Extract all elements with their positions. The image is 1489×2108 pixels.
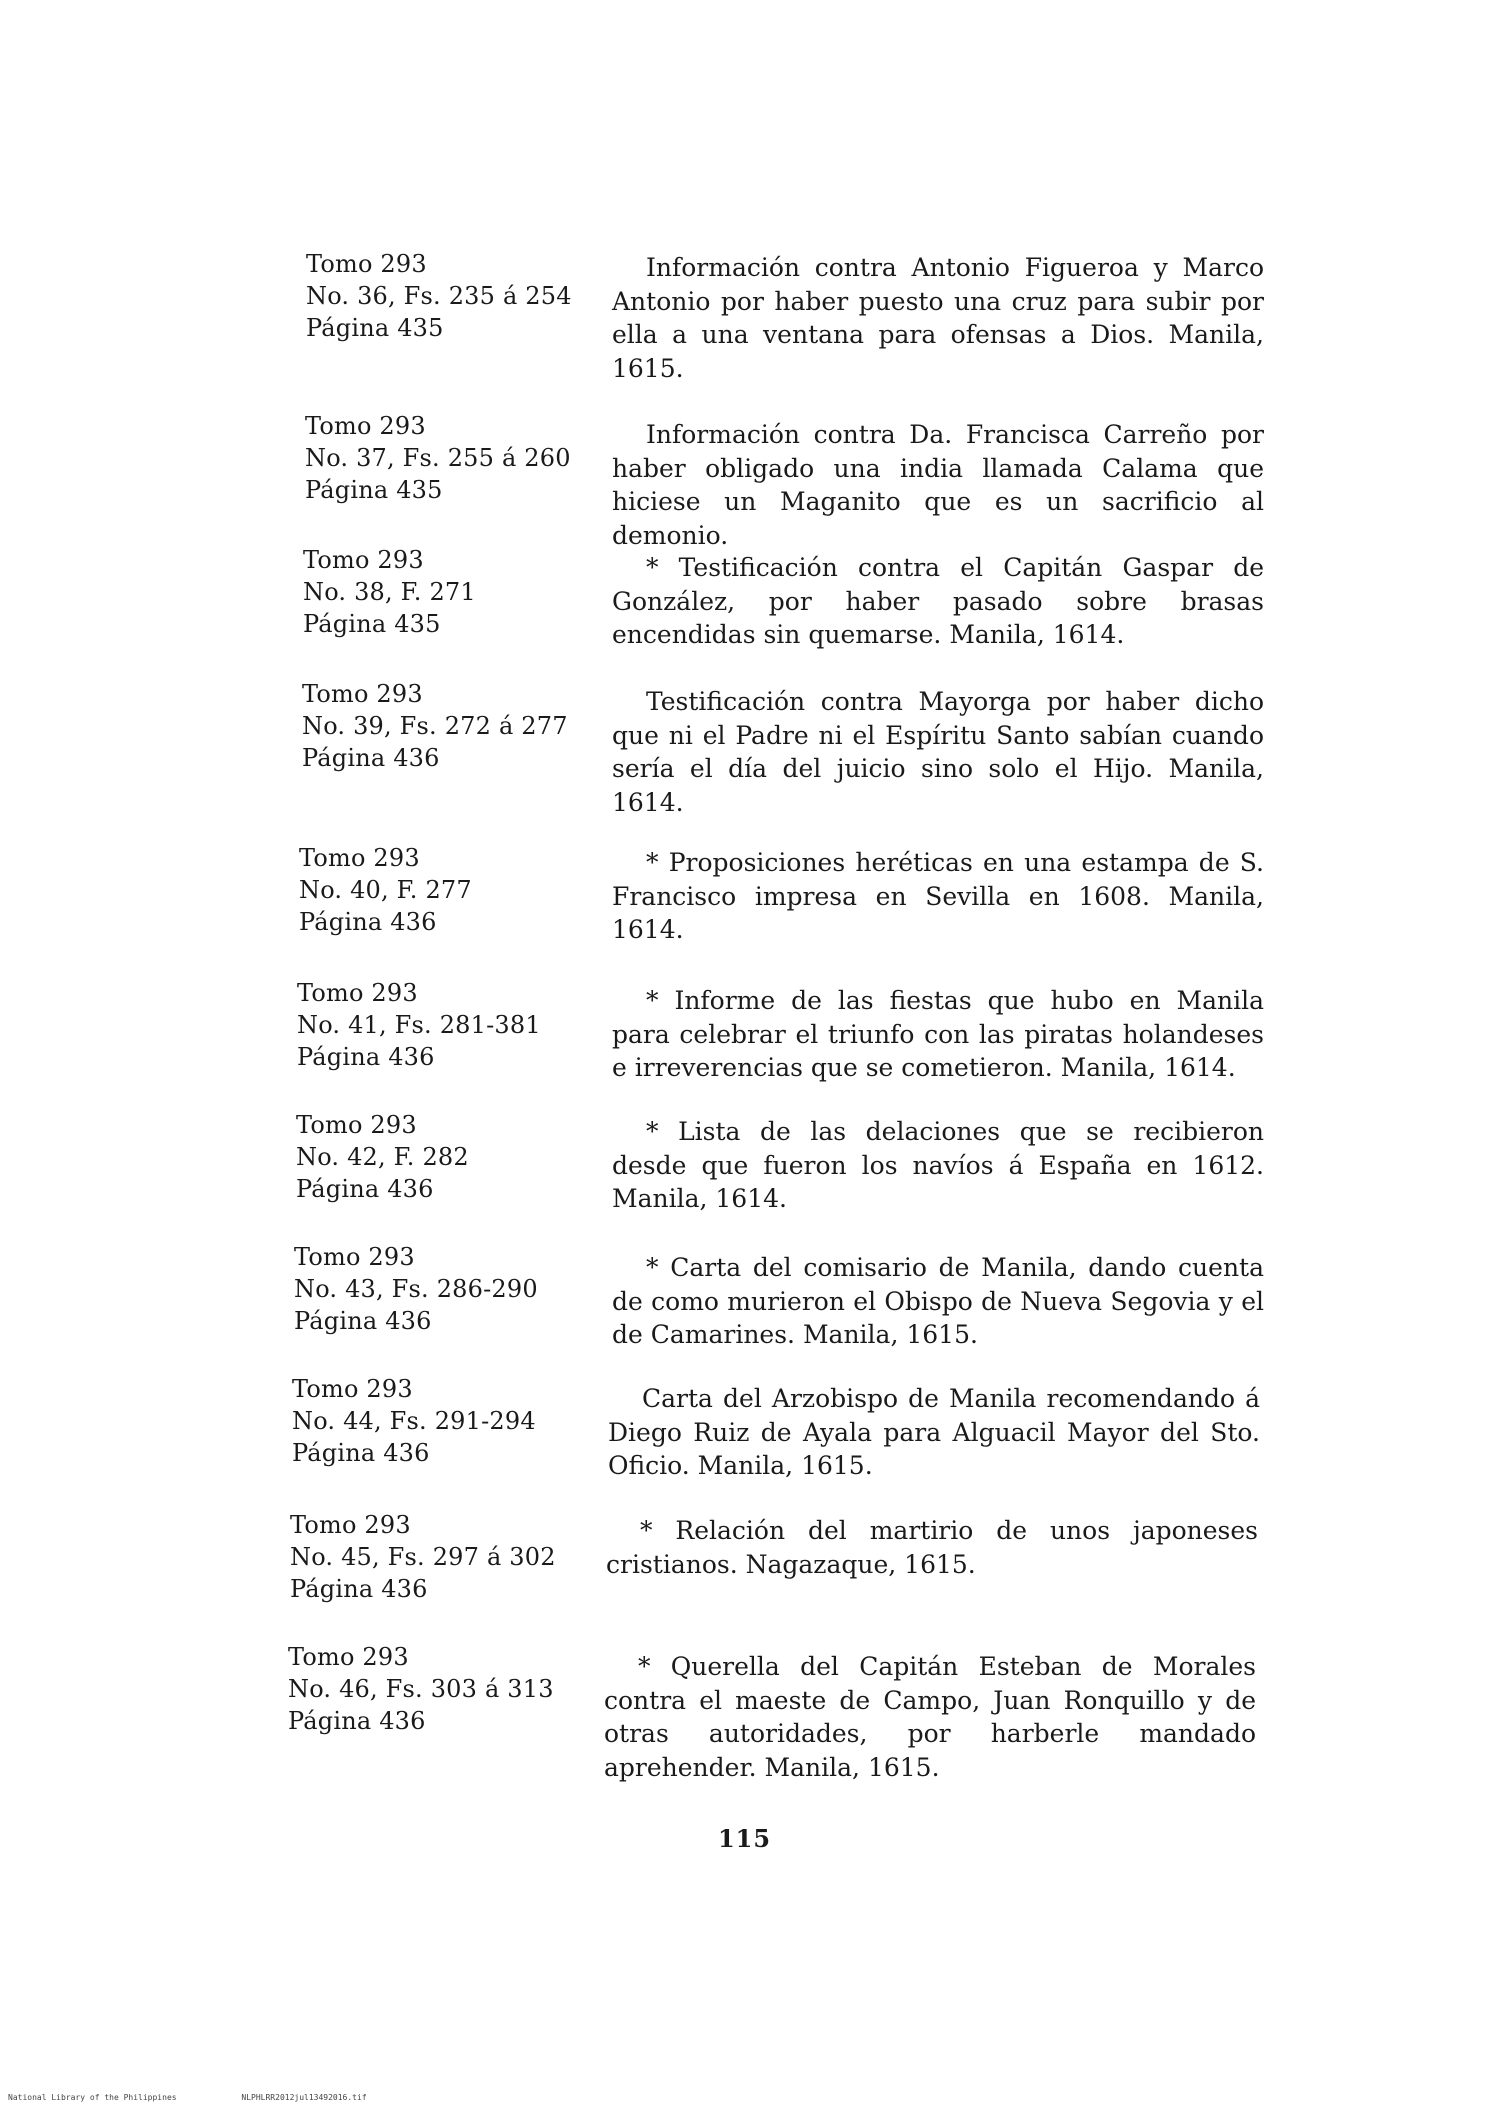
entry-reference: [306, 248, 606, 344]
numero-label: No. 36, Fs. 235 á 254: [306, 282, 572, 310]
pagina-label: Página 436: [296, 1175, 434, 1203]
numero-label: No. 38, F. 271: [303, 578, 476, 606]
entry-description: Carta del Arzobispo de Manila recomendando á Diego Ruiz de Ayala para Alguacil Mayor del Sto. Oficio. Manila, 1615.: [608, 1384, 1260, 1480]
tomo-label: Tomo 293: [305, 412, 426, 440]
entry-reference: [292, 1373, 592, 1469]
numero-label: No. 39, Fs. 272 á 277: [302, 712, 568, 740]
page-number: 115: [717, 1824, 772, 1853]
tomo-label: Tomo 293: [290, 1511, 411, 1539]
tomo-label: Tomo 293: [294, 1243, 415, 1271]
tomo-label: Tomo 293: [303, 546, 424, 574]
entry-reference: [299, 842, 599, 938]
entry-reference: [297, 977, 597, 1073]
tomo-label: Tomo 293: [288, 1643, 409, 1671]
numero-label: No. 40, F. 277: [299, 876, 472, 904]
tomo-label: Tomo 293: [302, 680, 423, 708]
entry-description: * Lista de las delaciones que se recibieron desde que fueron los navíos á España en 1612. Manila, 1614.: [612, 1117, 1264, 1213]
tomo-label: Tomo 293: [297, 979, 418, 1007]
numero-label: No. 45, Fs. 297 á 302: [290, 1543, 556, 1571]
pagina-label: Página 436: [297, 1043, 435, 1071]
pagina-label: Página 436: [292, 1439, 430, 1467]
numero-label: No. 37, Fs. 255 á 260: [305, 444, 571, 472]
tomo-label: Tomo 293: [299, 844, 420, 872]
numero-label: No. 42, F. 282: [296, 1143, 469, 1171]
tomo-label: Tomo 293: [306, 250, 427, 278]
pagina-label: Página 436: [290, 1575, 428, 1603]
numero-label: No. 44, Fs. 291-294: [292, 1407, 536, 1435]
pagina-label: Página 435: [305, 476, 443, 504]
entry-description: Información contra Antonio Figueroa y Marco Antonio por haber puesto una cruz para subir por ella a una ventana para ofensas a Dios. Manila, 1615.: [612, 253, 1264, 383]
entry-reference: [290, 1509, 590, 1605]
footer-library: National Library of the Philippines: [8, 2093, 177, 2102]
numero-label: No. 41, Fs. 281-381: [297, 1011, 541, 1039]
entry-reference: [305, 410, 605, 506]
pagina-label: Página 436: [288, 1707, 426, 1735]
numero-label: No. 46, Fs. 303 á 313: [288, 1675, 554, 1703]
entry-description: * Relación del martirio de unos japoneses cristianos. Nagazaque, 1615.: [606, 1516, 1258, 1579]
pagina-label: Página 435: [306, 314, 444, 342]
entry-description: * Proposiciones heréticas en una estampa de S. Francisco impresa en Sevilla en 1608. Manila, 1614.: [612, 848, 1264, 944]
numero-label: No. 43, Fs. 286-290: [294, 1275, 538, 1303]
entry-description: Información contra Da. Francisca Carreño por haber obligado una india llamada Calama que hiciese un Maganito que es un sacrificio al demonio.: [612, 420, 1264, 550]
entry-reference: [294, 1241, 594, 1337]
entry-description: Testificación contra Mayorga por haber dicho que ni el Padre ni el Espíritu Santo sabían cuando sería el día del juicio sino solo el Hijo. Manila, 1614.: [612, 687, 1264, 817]
entry-description: * Informe de las fiestas que hubo en Manila para celebrar el triunfo con las piratas holandeses e irreverencias que se cometieron. Manila, 1614.: [612, 986, 1264, 1082]
entry-reference: [302, 678, 602, 774]
footer-filename: NLPHLRR2012jul13492016.tif: [241, 2093, 367, 2102]
pagina-label: Página 436: [299, 908, 437, 936]
entry-reference: [296, 1109, 596, 1205]
tomo-label: Tomo 293: [292, 1375, 413, 1403]
entry-description: * Testificación contra el Capitán Gaspar de González, por haber pasado sobre brasas encendidas sin quemarse. Manila, 1614.: [612, 553, 1264, 649]
pagina-label: Página 436: [294, 1307, 432, 1335]
entry-description: * Querella del Capitán Esteban de Morales contra el maeste de Campo, Juan Ronquillo y de otras autoridades, por harberle mandado aprehender. Manila, 1615.: [604, 1652, 1256, 1782]
entry-reference: [288, 1641, 588, 1737]
entry-description: * Carta del comisario de Manila, dando cuenta de como murieron el Obispo de Nueva Segovia y el de Camarines. Manila, 1615.: [612, 1253, 1264, 1349]
pagina-label: Página 436: [302, 744, 440, 772]
entry-reference: [303, 544, 603, 640]
tomo-label: Tomo 293: [296, 1111, 417, 1139]
scan-footer: [8, 2093, 427, 2102]
pagina-label: Página 435: [303, 610, 441, 638]
